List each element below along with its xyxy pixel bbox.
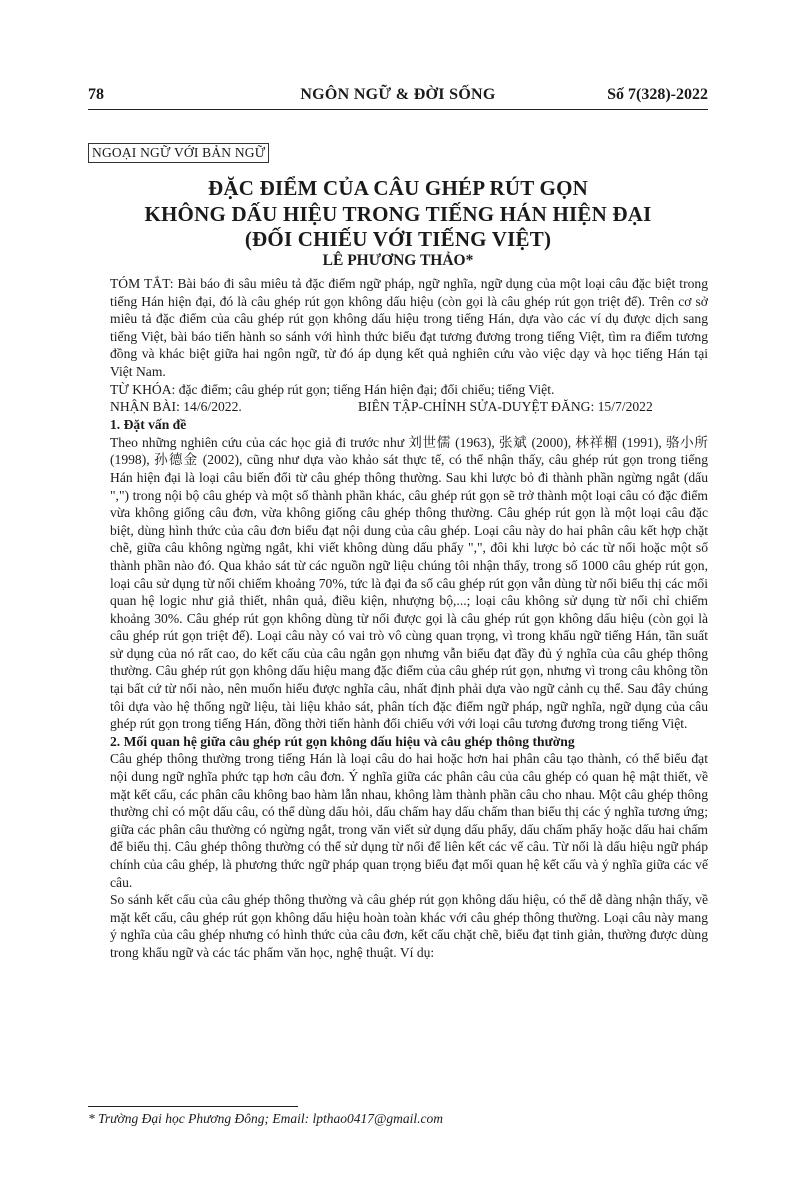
header-rule [88, 109, 708, 110]
title-line: ĐẶC ĐIỂM CỦA CÂU GHÉP RÚT GỌN [208, 176, 588, 200]
author-name: LÊ PHƯƠNG THẢO* [322, 252, 474, 269]
running-header [88, 86, 708, 108]
keywords: TỪ KHÓA: đặc điểm; câu ghép rút gọn; tiếng Hán hiện đại; đối chiếu; tiếng Việt. [110, 381, 555, 397]
title-line: KHÔNG DẤU HIỆU TRONG TIẾNG HÁN HIỆN ĐẠI [144, 201, 652, 226]
issue-number: Số 7(328)-2022 [607, 86, 708, 103]
page-number: 78 [88, 86, 104, 103]
article-dates [110, 398, 708, 416]
paragraph: So sánh kết cấu của câu ghép thông thường và câu ghép rút gọn không dấu hiệu, có thể dễ dàng nhận thấy, về mặt kết cấu, câu ghép rút gọn không dấu hiệu hoàn toàn khác với câu ghép thông thường. Loại câu này mang ý nghĩa của câu ghép nhưng có hình thức của câu đơn, kết cấu chặt chẽ, biểu đạt tinh giản, thường được dùng trong khẩu ngữ và các tác phẩm văn học, nghệ thuật. Ví dụ: [110, 892, 708, 960]
article-body [110, 275, 708, 962]
section-label: NGOẠI NGỮ VỚI BẢN NGỮ [88, 143, 269, 163]
paragraph: Theo những nghiên cứu của các học giả đi trước như 刘世儒 (1963), 张斌 (2000), 林祥楣 (1991), 骆小所 (1998), 孙德金 (2002), cũng như dựa vào khảo sát thực tế, có thể nhận thấy, câu ghép rút gọn trong tiếng Hán hiện đại là loại câu biến đổi từ câu ghép thông thường. Sau khi lược bỏ đi thành phần ngừng ngắt (dấu ",") trong nội bộ câu ghép và một số thành phần khác, câu ghép rút gọn sẽ trở thành một loại câu có đặc điểm vừa không giống câu đơn, vừa không giống câu ghép thông thường. Câu ghép rút gọn là một loại câu đặc biệt, dùng hình thức của câu đơn biểu đạt nội dung của câu ghép. Loại câu này do hai phân câu kết hợp chặt chẽ, giữa câu không ngừng ngắt, khi viết không dùng dấu phẩy ",", đôi khi lược bỏ các từ nối hoặc một số thành phần nào đó. Qua khảo sát từ các nguồn ngữ liệu chúng tôi nhận thấy, trong số 1000 câu ghép rút gọn, loại câu sử dụng từ nối chiếm khoảng 70%, tức là đại đa số câu ghép rút gọn vẫn dùng từ nối biểu thị các mối quan hệ logic như giả thiết, nhân quả, điều kiện, nhượng bộ,...; loại câu không sử dụng từ nối chỉ chiếm khoảng 30%. Câu ghép rút gọn không dùng từ nối được gọi là câu ghép rút gọn không dấu hiệu (còn gọi là câu ghép rút gọn triệt để). Loại câu này có vai trò vô cùng quan trọng, vì trong khẩu ngữ tiếng Hán, tần suất sử dụng của nó rất cao, do kết cấu của câu ngắn gọn nhưng vẫn biểu đạt đầy đủ ý nghĩa của câu ghép thông thường. Câu ghép rút gọn không dấu hiệu mang đặc điểm của câu ghép rút gọn, nhưng vì trong câu không tồn tại bất cứ từ nối nào, nên muốn hiểu được nghĩa câu, nhất định phải dựa vào ngữ cảnh cụ thể. Sau đây chúng tôi dựa vào hệ thống ngữ liệu, tài liệu khảo sát, phân tích đặc điểm ngữ pháp, ngữ nghĩa, ngữ dụng của câu ghép rút gọn trong tiếng Hán, đồng thời tiến hành đối chiếu với với loại câu tương đương trong tiếng Việt. [110, 434, 708, 732]
footnote-rule [88, 1106, 298, 1107]
section-heading: 1. Đặt vấn đề [110, 417, 187, 433]
article-title [88, 176, 708, 253]
footnote: * Trường Đại học Phương Đông; Email: lpthao0417@gmail.com [88, 1111, 444, 1126]
section-heading: 2. Mối quan hệ giữa câu ghép rút gọn không dấu hiệu và câu ghép thông thường [110, 733, 575, 749]
journal-name: NGÔN NGỮ & ĐỜI SỐNG [300, 86, 496, 103]
received-date: NHẬN BÀI: 14/6/2022. [110, 399, 242, 415]
paragraph: Câu ghép thông thường trong tiếng Hán là loại câu do hai hoặc hơn hai phân câu tạo thành, có thể biểu đạt nội dung ngữ nghĩa phức tạp hơn câu đơn. Ý nghĩa giữa các phân câu của câu ghép có quan hệ mật thiết, về mặt kết cấu, các phân câu không bao hàm lẫn nhau, không làm thành phần câu cho nhau. Một câu ghép thông thường chỉ có một dấu câu, có thể dùng dấu hỏi, dấu chấm hay dấu chấm than biểu thị các ý nghĩa tương ứng; giữa các phân câu thường có ngừng ngắt, trong văn viết sử dụng dấu phẩy, dấu chấm phẩy hoặc dấu hai chấm để biểu thị. Câu ghép thông thường có thể sử dụng từ nối để liên kết các vế câu. Từ nối là dấu hiệu ngữ pháp chính của câu ghép, là phương thức ngữ pháp quan trọng biểu đạt mối quan hệ kết cấu và ý nghĩa giữa các vế câu. [110, 751, 708, 890]
accepted-date: BIÊN TẬP-CHỈNH SỬA-DUYỆT ĐĂNG: 15/7/2022 [358, 399, 653, 415]
title-line: (ĐỐI CHIẾU VỚI TIẾNG VIỆT) [244, 227, 552, 251]
abstract: TÓM TẮT: Bài báo đi sâu miêu tả đặc điểm ngữ pháp, ngữ nghĩa, ngữ dụng của một loại câu đặc biệt trong tiếng Hán hiện đại, đó là câu ghép rút gọn không dấu hiệu (còn gọi là câu ghép rút gọn triệt để). Trên cơ sở miêu tả đặc điểm của câu ghép rút gọn không dấu hiệu trong tiếng Hán, dựa vào các ví dụ được dịch sang tiếng Việt, bài báo tiến hành so sánh với hình thức biểu đạt tương đương trong tiếng Việt, tìm ra điểm tương đồng và khác biệt giữa hai ngôn ngữ, từ đó áp dụng kết quả nghiên cứu vào việc dạy và học tiếng Hán tại Việt Nam. [110, 276, 708, 379]
